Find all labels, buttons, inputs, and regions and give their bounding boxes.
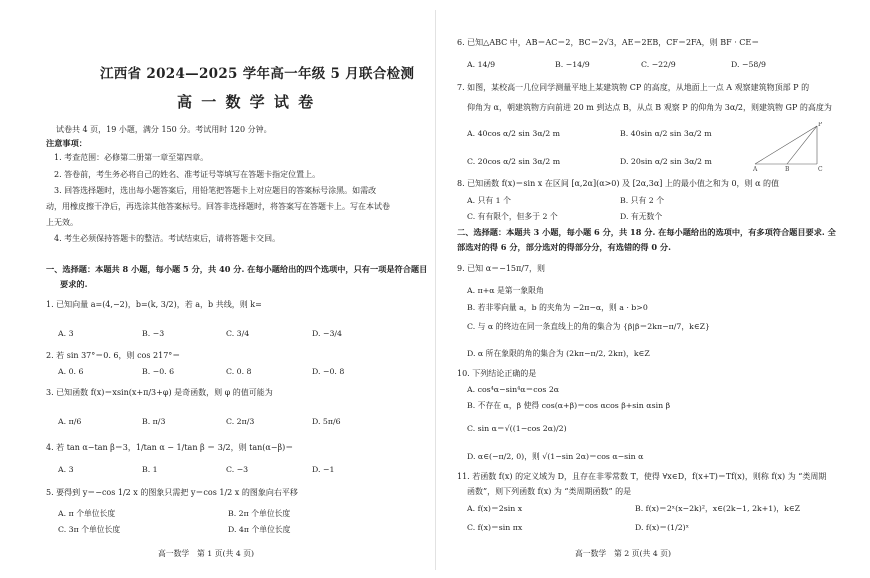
question-option: B. 只有 2 个 <box>620 196 664 205</box>
question-option: D. α 所在象限的角的集合为 (2kπ−π/2, 2kπ)，k∈Z <box>467 349 650 358</box>
page-footer: 高一数学 第 2 页(共 4 页) <box>575 549 672 558</box>
page-footer: 高一数学 第 1 页(共 4 页) <box>158 549 255 558</box>
question-stem: 1. 已知向量 a=(4,−2)，b=(k, 3/2)，若 a，b 共线，则 k= <box>46 300 262 309</box>
question-option: A. 40cos α/2 sin 3α/2 m <box>467 129 561 138</box>
question-option: C. 0. 8 <box>226 367 252 376</box>
question-option: C. f(x)＝sin πx <box>467 523 523 532</box>
question-option: D. f(x)＝(1/2)ˣ <box>635 523 690 532</box>
question-option: B. 若非零向量 a，b 的夹角为 −2π−α，则 a · b>0 <box>467 303 648 312</box>
question-stem: 11. 若函数 f(x) 的定义域为 D，且存在非零常数 T，使得 ∀x∈D，f(x+T)＝Tf(x)，则称 f(x) 为 “类周期 <box>457 472 827 481</box>
question-stem: 7. 如图，某校高一几位同学测量平地上某建筑物 CP 的高度，从地面上一点 A 观察建筑物顶部 P 的 <box>457 83 810 92</box>
notes-heading: 注意事项： <box>46 138 87 148</box>
exam-page-2 <box>435 0 870 578</box>
question-option: A. π+α 是第一象限角 <box>467 286 544 295</box>
sight-line-a <box>755 126 817 164</box>
question-option: D. −0. 8 <box>312 367 345 376</box>
section-heading: 二、选择题：本题共 3 小题，每小题 6 分，共 18 分. 在每小题给出的选项中，有多项符合题目要求. 全 <box>457 227 836 237</box>
question-option: C. 3/4 <box>226 329 250 338</box>
question-stem: 5. 要得到 y＝−cos 1/2 x 的图象只需把 y＝cos 1/2 x 的图象向右平移 <box>46 488 298 497</box>
question-option: D. 5π/6 <box>312 417 341 426</box>
exam-title: 江西省 2024—2025 学年高一年级 5 月联合检测 <box>100 66 415 82</box>
question-option: B. f(x)＝2ˣ(x−2k)²，x∈(2k−1, 2k+1)，k∈Z <box>635 504 801 513</box>
question-stem: 2. 若 sin 37°＝0. 6，则 cos 217°＝ <box>46 351 181 360</box>
note-line: 3. 回答选择题时，选出每小题答案后，用铅笔把答题卡上对应题目的答案标号涂黑。如需改 <box>54 186 377 195</box>
question-stem: 3. 已知函数 f(x)＝xsin(x+π/3+φ) 是奇函数，则 φ 的值可能为 <box>46 388 273 397</box>
question-option: C. 2π/3 <box>226 417 255 426</box>
section-heading: 要求的. <box>60 279 88 289</box>
question-option: A. 14/9 <box>467 60 496 69</box>
question-option: D. −3/4 <box>312 329 343 338</box>
question-option: C. 与 α 的终边在同一条直线上的角的集合为 {β|β＝2kπ−π/7，k∈Z} <box>467 322 711 331</box>
question-stem: 10. 下列结论正确的是 <box>457 369 537 378</box>
question-option: A. 3 <box>58 329 74 338</box>
question-stem: 仰角为 α，朝建筑物方向前进 20 m 到达点 B，从点 B 观察 P 的仰角为 3α/2，则建筑物 GP 的高度为 <box>467 103 832 112</box>
question-option: A. 只有 1 个 <box>467 196 511 205</box>
question-option: C. 20cos α/2 sin 3α/2 m <box>467 157 561 166</box>
section-heading: 部选对的得 6 分，部分选对的得部分分，有选错的得 0 分. <box>457 242 671 252</box>
question-option: A. π 个单位长度 <box>58 509 116 518</box>
question-option: B. −0. 6 <box>142 367 175 376</box>
sight-line-b <box>787 126 817 164</box>
note-line: 2. 答卷前，考生务必将自己的姓名、准考证号等填写在答题卡指定位置上。 <box>54 170 321 179</box>
question-option: D. −1 <box>312 465 335 474</box>
question-option: C. −22/9 <box>641 60 676 69</box>
question-option: D. −58/9 <box>731 60 766 69</box>
note-line: 4. 考生必须保持答题卡的整洁。考试结束后，请将答题卡交回。 <box>54 234 281 243</box>
triangle-figure <box>747 122 827 172</box>
question-option: D. 4π 个单位长度 <box>228 525 291 534</box>
question-option: B. −3 <box>142 329 165 338</box>
question-option: B. −14/9 <box>555 60 590 69</box>
question-option: C. 3π 个单位长度 <box>58 525 121 534</box>
question-option: D. 20sin α/2 sin 3α/2 m <box>620 157 712 166</box>
question-option: A. 3 <box>58 465 74 474</box>
question-option: B. 2π 个单位长度 <box>228 509 291 518</box>
question-stem: 4. 若 tan α−tan β＝3，1/tan α − 1/tan β ＝ 3/2，则 tan(α−β)＝ <box>46 443 294 452</box>
question-option: A. f(x)＝2sin x <box>467 504 523 513</box>
question-option: C. −3 <box>226 465 249 474</box>
section-heading: 一、选择题：本题共 8 小题，每小题 5 分，共 40 分. 在每小题给出的四个选项中，只有一项是符合题目 <box>46 264 428 274</box>
question-option: B. 不存在 α，β 使得 cos(α+β)＝cos αcos β+sin αsin β <box>467 401 671 410</box>
point-label-c: C <box>818 166 823 172</box>
point-label-a: A <box>753 166 758 172</box>
question-option: B. 40sin α/2 sin 3α/2 m <box>620 129 712 138</box>
question-option: A. cos⁴α−sin⁴α＝cos 2α <box>467 385 560 394</box>
question-option: B. π/3 <box>142 417 166 426</box>
exam-intro: 试卷共 4 页，19 小题，满分 150 分。考试用时 120 分钟。 <box>56 125 272 134</box>
question-stem: 6. 已知△ABC 中，AB＝AC＝2，BC＝2√3，AE＝2EB，CF＝2FA，则 BF · CE＝ <box>457 38 760 47</box>
question-option: A. π/6 <box>58 417 82 426</box>
question-option: C. 有有限个，但多于 2 个 <box>467 212 558 221</box>
note-line: 动，用橡皮擦干净后，再选涂其他答案标号。回答非选择题时，将答案写在答题卡上。写在本试卷 <box>46 202 390 211</box>
question-stem: 函数”，则下列函数 f(x) 为 “类周期函数” 的是 <box>467 487 632 496</box>
question-option: D. α∈(−π/2, 0)，则 √(1−sin 2α)＝cos α−sin α <box>467 452 644 461</box>
point-label-b: B <box>785 166 790 172</box>
question-option: D. 有无数个 <box>620 212 663 221</box>
point-label-p: P <box>818 122 823 128</box>
question-option: B. 1 <box>142 465 158 474</box>
question-stem: 8. 已知函数 f(x)＝sin x 在区间 [α,2α](α>0) 及 [2α,3α] 上的最小值之和为 0，则 α 的值 <box>457 179 780 188</box>
note-line: 1. 考查范围：必修第二册第一章至第四章。 <box>54 153 209 162</box>
note-line: 上无效。 <box>46 218 78 227</box>
exam-subtitle: 高 一 数 学 试 卷 <box>177 93 316 111</box>
question-option: A. 0. 6 <box>58 367 84 376</box>
question-stem: 9. 已知 α＝−15π/7，则 <box>457 264 546 273</box>
question-option: C. sin α＝√((1−cos 2α)/2) <box>467 424 567 433</box>
